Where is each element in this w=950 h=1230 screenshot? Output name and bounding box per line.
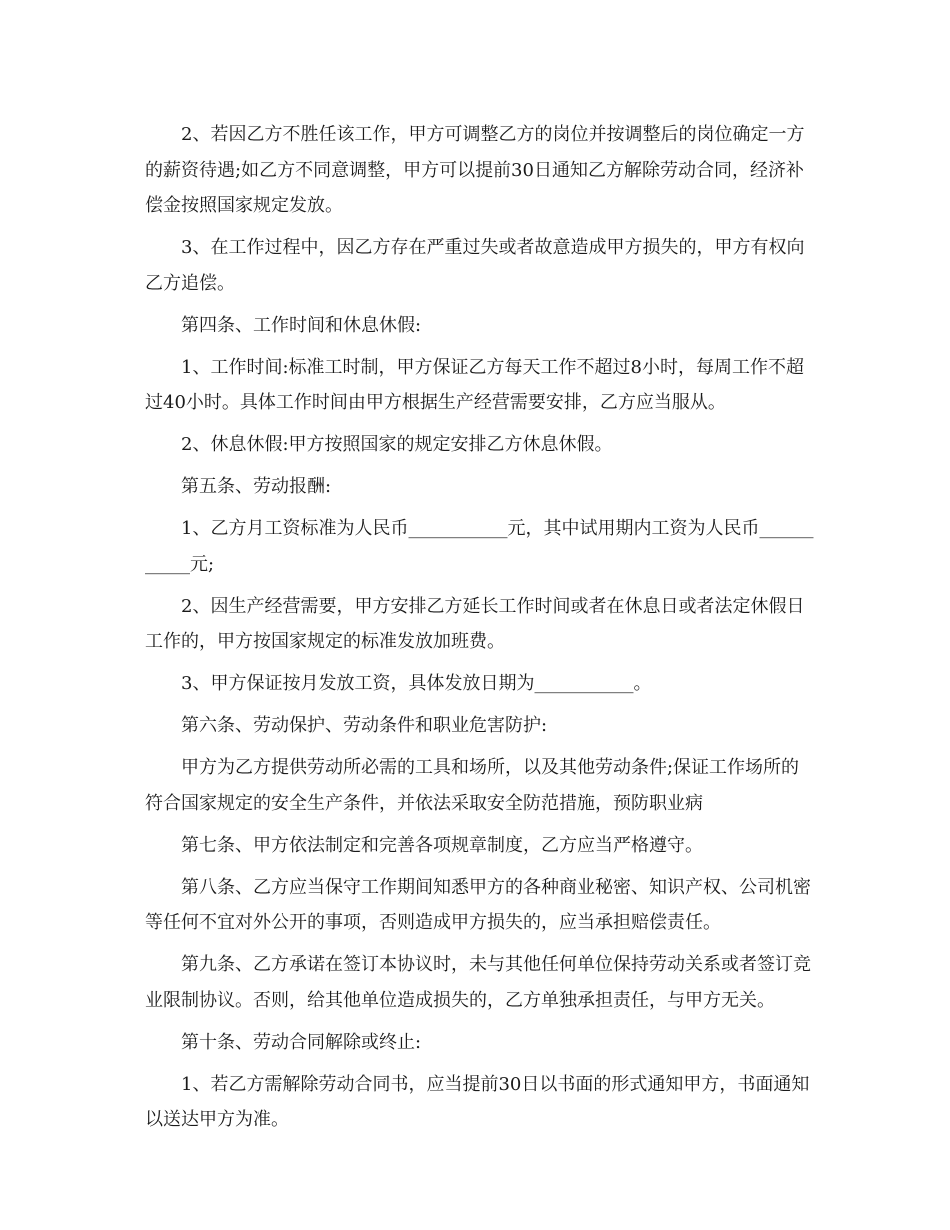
paragraph-termination-notice: 1、若乙方需解除劳动合同书，应当提前30日以书面的形式通知甲方，书面通知以送达甲方为准。 — [145, 1073, 810, 1130]
paragraph-monthly-salary: 1、乙方月工资标准为人民币___________元，其中试用期内工资为人民币___________元; — [145, 518, 814, 575]
article-8: 第八条、乙方应当保守工作期间知悉甲方的各种商业秘密、知识产权、公司机密等任何不宜对外公开的事项，否则造成甲方损失的，应当承担赔偿责任。 — [145, 876, 811, 933]
article-9: 第九条、乙方承诺在签订本协议时，未与其他任何单位保持劳动关系或者签订竞业限制协议。否则，给其他单位造成损失的，乙方单独承担责任，与甲方无关。 — [145, 954, 811, 1011]
article-4-heading: 第四条、工作时间和休息休假: — [181, 314, 422, 336]
paragraph-rest-leave: 2、休息休假:甲方按照国家的规定安排乙方休息休假。 — [181, 434, 613, 455]
article-7: 第七条、甲方依法制定和完善各项规章制度，乙方应当严格遵守。 — [181, 834, 703, 856]
paragraph-overtime-pay: 2、因生产经营需要，甲方安排乙方延长工作时间或者在休息日或者法定休假日工作的，甲方按国家规定的标准发放加班费。 — [145, 595, 805, 652]
article-6-heading: 第六条、劳动保护、劳动条件和职业危害防护: — [181, 715, 548, 736]
paragraph-payment-date: 3、甲方保证按月发放工资，具体发放日期为___________。 — [181, 673, 652, 694]
article-10-heading: 第十条、劳动合同解除或终止: — [181, 1031, 422, 1053]
paragraph-clause-3-compensation: 3、在工作过程中，因乙方存在严重过失或者故意造成甲方损失的，甲方有权向乙方追偿。 — [145, 237, 805, 294]
paragraph-labor-protection: 甲方为乙方提供劳动所必需的工具和场所，以及其他劳动条件;保证工作场所的符合国家规定的安全生产条件，并依法采取安全防范措施，预防职业病 — [145, 757, 800, 814]
article-5-heading: 第五条、劳动报酬: — [181, 476, 332, 497]
paragraph-working-hours: 1、工作时间:标准工时制，甲方保证乙方每天工作不超过8小时，每周工作不超过40小时。具体工作时间由甲方根据生产经营需要安排，乙方应当服从。 — [145, 356, 804, 413]
paragraph-clause-2-adjustment: 2、若因乙方不胜任该工作，甲方可调整乙方的岗位并按调整后的岗位确定一方的薪资待遇;如乙方不同意调整，甲方可以提前30日通知乙方解除劳动合同，经济补偿金按照国家规定发放。 — [145, 124, 805, 216]
document-body — [145, 117, 815, 1144]
